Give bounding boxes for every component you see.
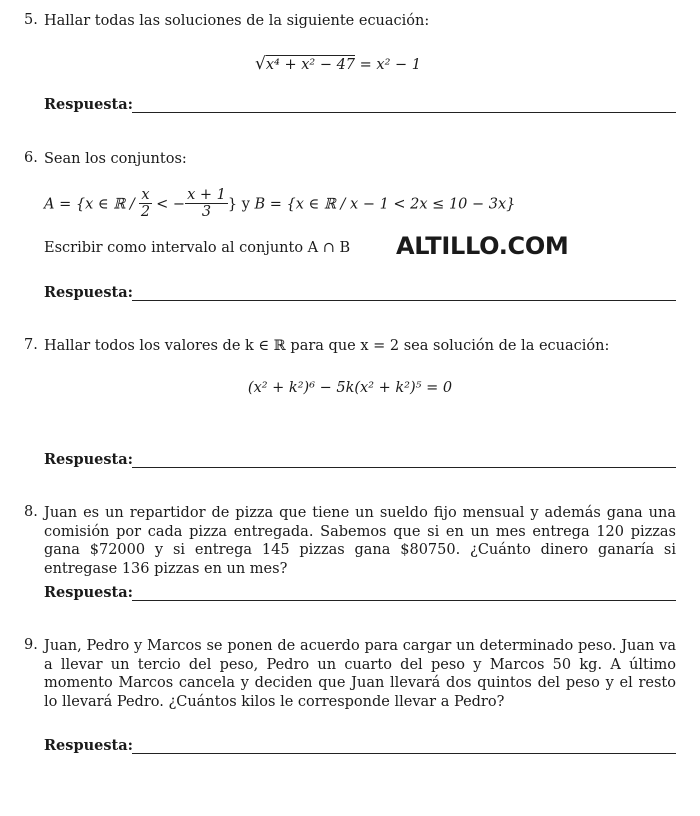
answer-line-5[interactable] [44,96,676,116]
answer-line-8[interactable] [44,584,676,604]
sets-definition [44,188,515,221]
fraction-x-over-2: $\frac{x}{2}$ [140,187,151,220]
question-text: Juan, Pedro y Marcos se ponen de acuerdo para cargar un determinado peso. Juan va a llevar un tercio del peso, Pedro un cuarto del peso y Marcos 50 kg. A último momento Marcos cancela y deciden que Juan llevará dos quintos del peso y el resto lo llevará Pedro. ¿Cuántos kilos le corresponde llevar a Pedro? [44,638,676,710]
set-b: B = {x ∈ ℝ / x − 1 < 2x ≤ 10 − 3x} [254,196,516,213]
question-text: Hallar todas las soluciones de la siguiente ecuación: [44,13,430,29]
question-number: 5. [24,12,38,28]
question-text: Hallar todos los valores de k ∈ ℝ para que x = 2 sea solución de la ecuación: [44,338,610,354]
equation-7: (x² + k²)⁶ − 5k(x² + k²)⁵ = 0 [247,380,453,396]
answer-label: Respuesta: [44,451,133,468]
set-a-end: } y [227,196,255,213]
question-number: 8. [24,504,38,520]
question-9 [24,637,676,713]
answer-underline[interactable] [132,753,676,754]
question-number: 9. [24,637,38,653]
set-a-start: A = {x ∈ ℝ / [44,196,140,213]
question-8 [24,504,676,577]
instruction-6: Escribir como intervalo al conjunto A ∩ B [44,240,351,256]
answer-line-9[interactable] [44,737,676,757]
answer-underline[interactable] [132,467,676,468]
fraction-x-plus-1-over-3: $\frac{x + 1}{3}$ [187,187,226,220]
question-number: 7. [24,337,38,353]
sqrt-sign: √ [255,54,266,74]
question-text: Sean los conjuntos: [44,151,187,167]
answer-line-6[interactable] [44,284,676,304]
answer-underline[interactable] [132,600,676,601]
answer-underline[interactable] [132,112,676,113]
answer-underline[interactable] [132,300,676,301]
watermark-logo: ALTILLO.COM [396,232,569,260]
set-a-mid: < − [151,196,186,213]
answer-label: Respuesta: [44,96,133,113]
answer-label: Respuesta: [44,284,133,301]
equation-5 [0,54,676,74]
question-6 [24,150,676,170]
equation-rhs: = x² − 1 [355,57,421,73]
question-7 [24,337,676,357]
equation-radicand: x⁴ + x² − 47 [265,57,356,73]
question-number: 6. [24,150,38,166]
question-text: Juan es un repartidor de pizza que tiene un sueldo fijo mensual y además gana una comisión por cada pizza entregada. Sabemos que si en un mes entrega 120 pizzas gana $72000 y si entrega 145 pizzas gana $80750. ¿Cuánto dinero ganaría si entregase 136 pizzas en un mes? [44,505,676,577]
answer-label: Respuesta: [44,737,133,754]
answer-line-7[interactable] [44,451,676,471]
answer-label: Respuesta: [44,584,133,601]
question-5 [24,12,676,32]
